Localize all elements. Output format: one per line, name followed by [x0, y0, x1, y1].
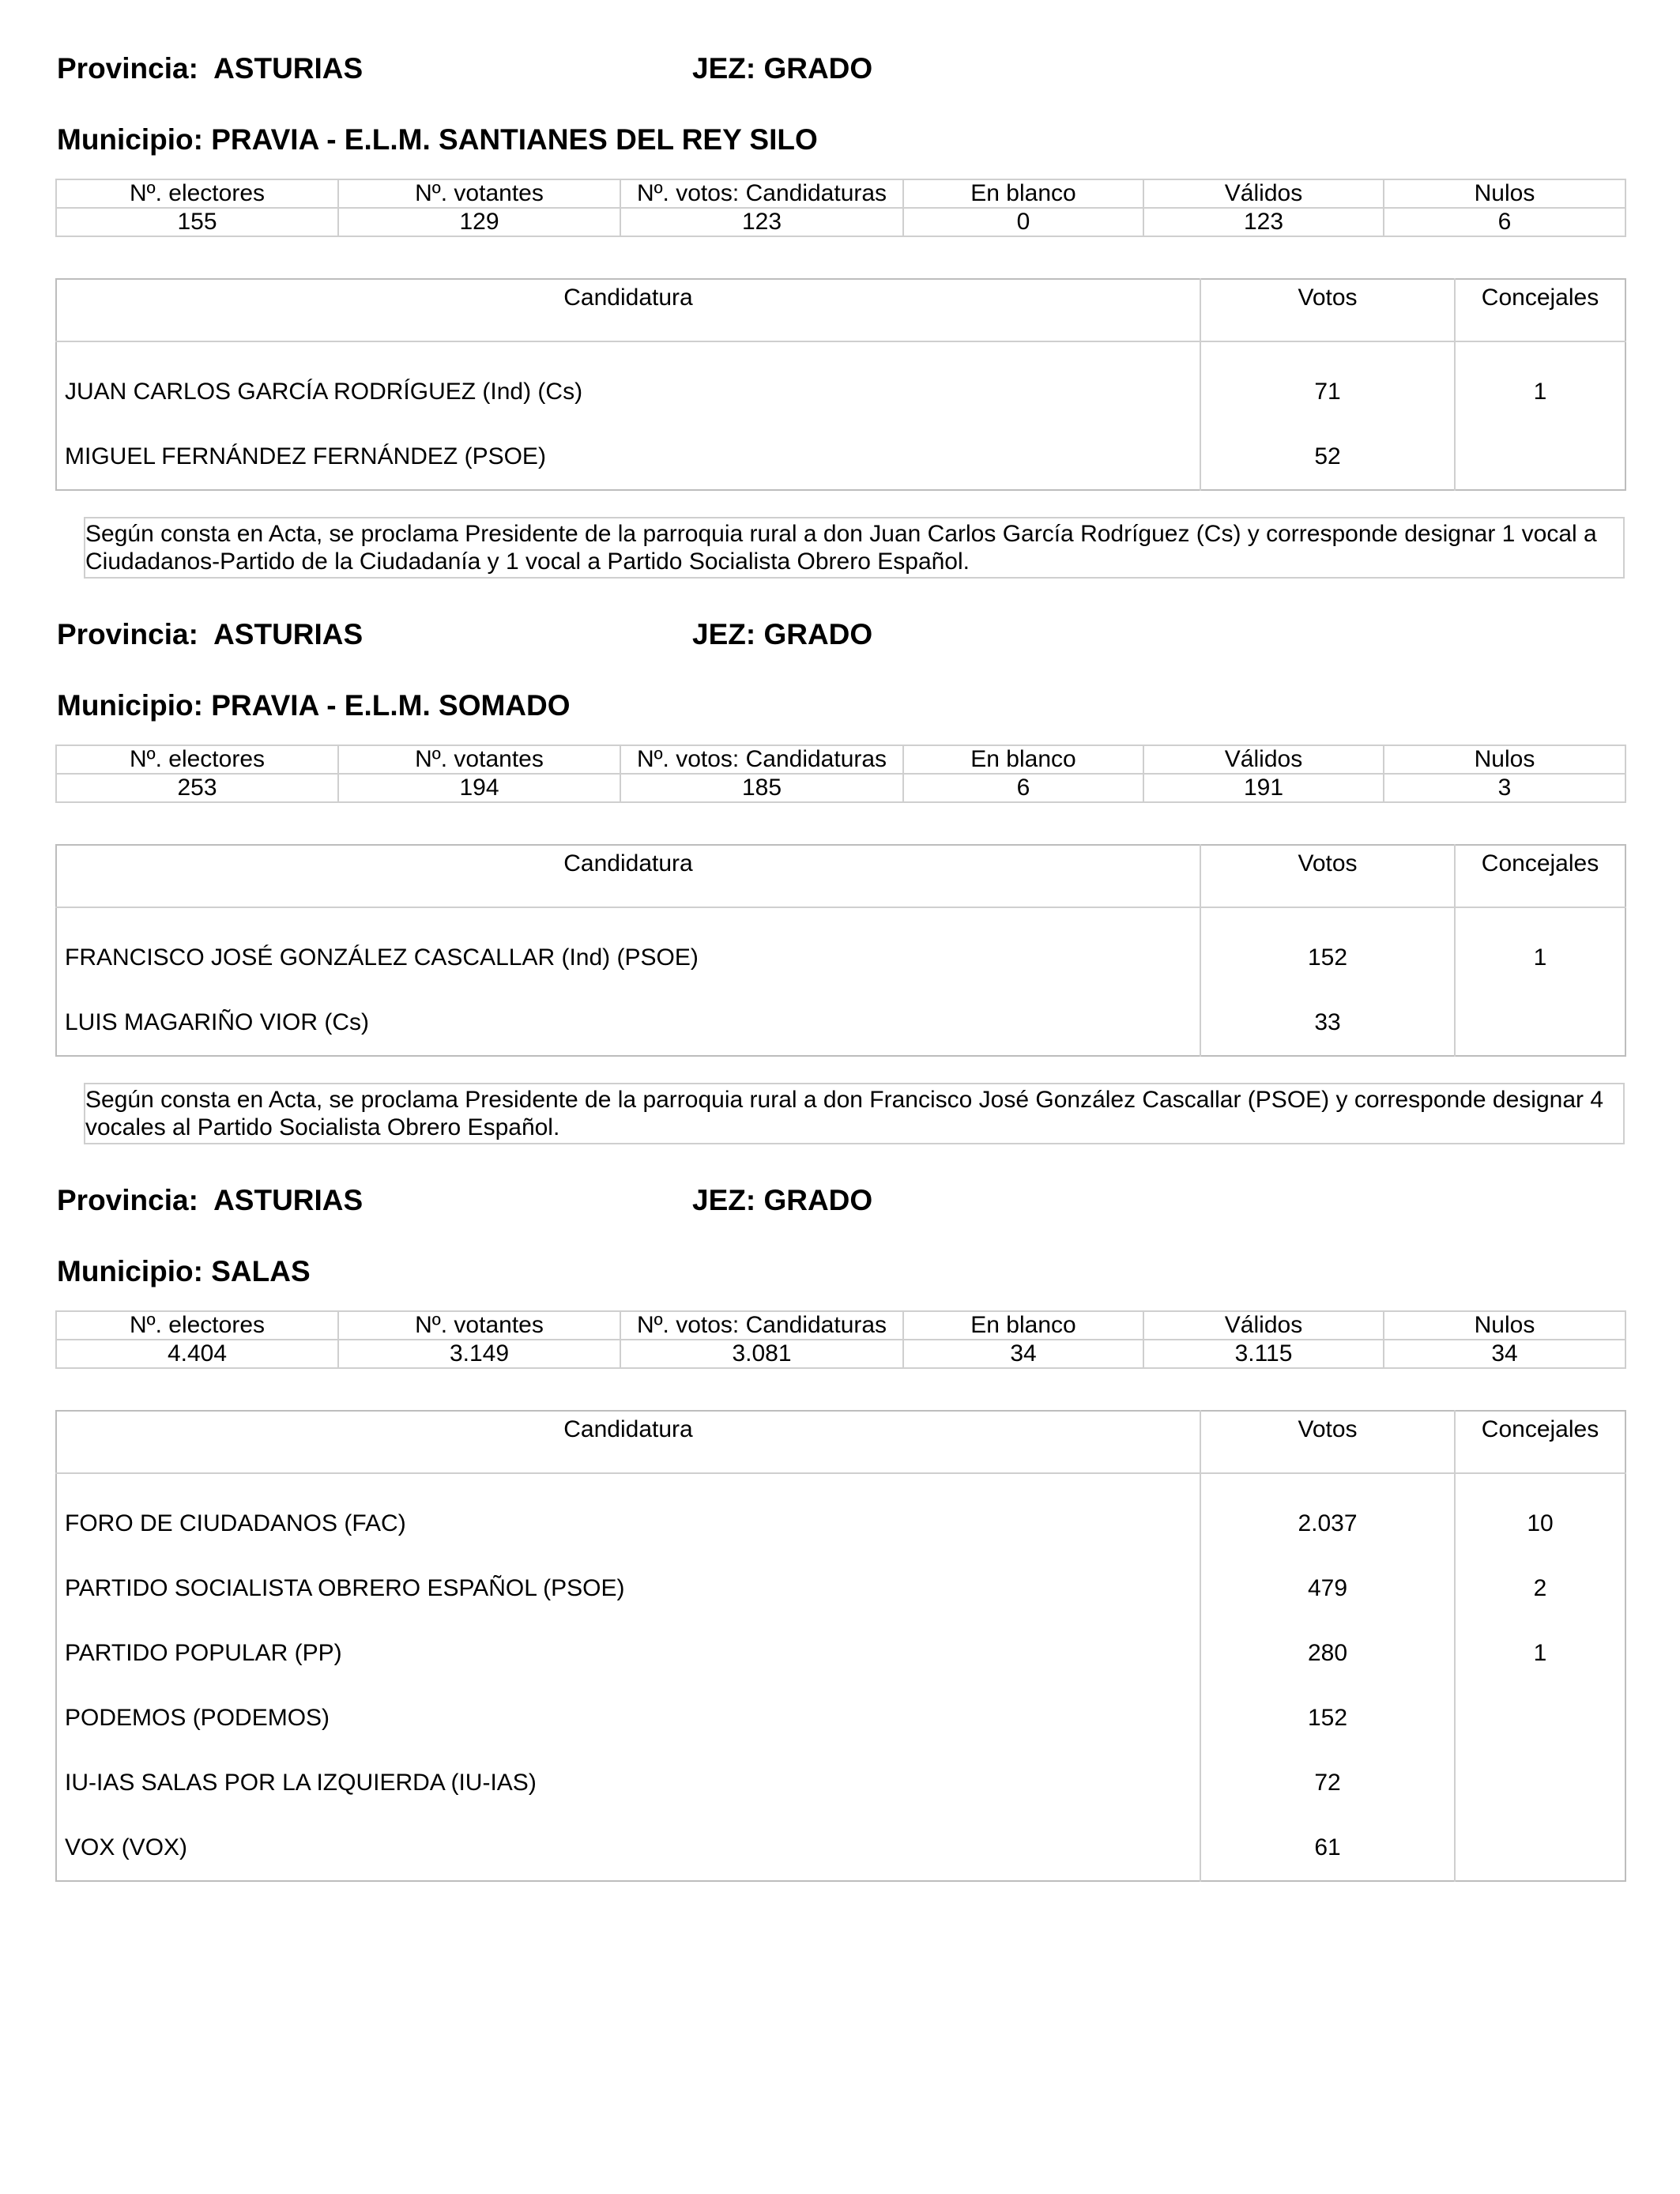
stats-value: 123: [620, 208, 903, 236]
candidate-votes: 33: [1200, 990, 1455, 1056]
candidatura-header: Candidatura: [56, 279, 1200, 341]
stats-value: 194: [338, 774, 620, 802]
candidate-seats: [1455, 1815, 1625, 1881]
candidate-seats: 1: [1455, 1621, 1625, 1686]
candidate-name: JUAN CARLOS GARCÍA RODRÍGUEZ (Ind) (Cs): [65, 379, 583, 405]
candidate-name: LUIS MAGARIÑO VIOR (Cs): [65, 1009, 370, 1035]
candidate-name: FRANCISCO JOSÉ GONZÁLEZ CASCALLAR (Ind) (PSOE): [65, 944, 699, 971]
candidates-header-row: [56, 1411, 1625, 1473]
municipio-heading: Municipio: PRAVIA - E.L.M. SANTIANES DEL REY SILO: [57, 123, 818, 156]
stats-header: Nº. votantes: [338, 179, 620, 208]
stats-header: Nº. votantes: [338, 745, 620, 774]
candidate-seats: 1: [1455, 341, 1625, 424]
concejales-header: Concejales: [1455, 845, 1625, 907]
candidate-seats: [1455, 1686, 1625, 1751]
stats-table: [55, 745, 1626, 803]
concejales-header: Concejales: [1455, 279, 1625, 341]
jez-heading: JEZ: GRADO: [692, 1184, 873, 1216]
table-row: [56, 1815, 1625, 1881]
candidate-name: VOX (VOX): [65, 1834, 188, 1860]
candidate-seats: 2: [1455, 1556, 1625, 1621]
candidate-votes: 152: [1200, 907, 1455, 990]
stats-value-row: [56, 208, 1625, 236]
stats-value: 6: [1384, 208, 1625, 236]
candidates-header-row: [56, 279, 1625, 341]
stats-header: Nulos: [1384, 745, 1625, 774]
stats-header: Válidos: [1143, 1311, 1384, 1340]
stats-value: 129: [338, 208, 620, 236]
stats-value: 34: [903, 1340, 1143, 1368]
candidate-name: IU-IAS SALAS POR LA IZQUIERDA (IU-IAS): [65, 1770, 537, 1796]
stats-header: Válidos: [1143, 745, 1384, 774]
stats-table: [55, 1310, 1626, 1369]
stats-header: Nº. votantes: [338, 1311, 620, 1340]
acta-note-text: Según consta en Acta, se proclama Presidente de la parroquia rural a don Juan Carlos García Rodríguez (Cs) y corresponde designar 1 vocal a Ciudadanos-Partido de la Ciudadanía y 1 vocal a Partido Socialista Obrero Español.: [85, 521, 1597, 575]
candidate-seats: 10: [1455, 1473, 1625, 1556]
jez-heading: JEZ: GRADO: [692, 618, 873, 650]
candidate-seats: [1455, 1751, 1625, 1815]
table-row: [56, 1621, 1625, 1686]
candidate-seats: 1: [1455, 907, 1625, 990]
candidate-votes: 52: [1200, 424, 1455, 490]
stats-header: Nulos: [1384, 179, 1625, 208]
stats-value: 3.149: [338, 1340, 620, 1368]
candidate-votes: 2.037: [1200, 1473, 1455, 1556]
stats-header: Nº. votos: Candidaturas: [620, 745, 903, 774]
stats-value-row: [56, 1340, 1625, 1368]
provincia-heading: Provincia: ASTURIAS: [57, 52, 363, 85]
candidate-name: PARTIDO SOCIALISTA OBRERO ESPAÑOL (PSOE): [65, 1575, 625, 1601]
table-row: [56, 341, 1625, 424]
stats-value: 253: [56, 774, 338, 802]
stats-value: 155: [56, 208, 338, 236]
stats-value: 3: [1384, 774, 1625, 802]
candidate-name: MIGUEL FERNÁNDEZ FERNÁNDEZ (PSOE): [65, 443, 546, 469]
stats-value: 3.081: [620, 1340, 903, 1368]
candidate-votes: 479: [1200, 1556, 1455, 1621]
votos-header: Votos: [1200, 845, 1455, 907]
votos-header: Votos: [1200, 1411, 1455, 1473]
candidate-name: PARTIDO POPULAR (PP): [65, 1640, 342, 1666]
stats-header: En blanco: [903, 1311, 1143, 1340]
candidate-votes: 72: [1200, 1751, 1455, 1815]
municipio-heading: Municipio: PRAVIA - E.L.M. SOMADO: [57, 689, 571, 722]
stats-value: 123: [1143, 208, 1384, 236]
stats-value: 3.115: [1143, 1340, 1384, 1368]
table-row: [56, 990, 1625, 1056]
municipio-heading: Municipio: SALAS: [57, 1255, 311, 1287]
stats-header: Nº. electores: [56, 1311, 338, 1340]
candidate-votes: 152: [1200, 1686, 1455, 1751]
stats-header: Nº. votos: Candidaturas: [620, 1311, 903, 1340]
stats-value: 185: [620, 774, 903, 802]
candidate-votes: 61: [1200, 1815, 1455, 1881]
candidates-table: [55, 1410, 1626, 1882]
candidate-seats: [1455, 424, 1625, 490]
stats-header: Nº. electores: [56, 745, 338, 774]
jez-heading: JEZ: GRADO: [692, 52, 873, 85]
stats-value: 34: [1384, 1340, 1625, 1368]
stats-header: Nulos: [1384, 1311, 1625, 1340]
votos-header: Votos: [1200, 279, 1455, 341]
candidate-name: FORO DE CIUDADANOS (FAC): [65, 1510, 406, 1536]
candidatura-header: Candidatura: [56, 1411, 1200, 1473]
stats-header: Nº. votos: Candidaturas: [620, 179, 903, 208]
stats-value: 191: [1143, 774, 1384, 802]
candidates-table: [55, 278, 1626, 491]
stats-value-row: [56, 774, 1625, 802]
stats-value: 6: [903, 774, 1143, 802]
candidates-table: [55, 844, 1626, 1057]
stats-header: En blanco: [903, 179, 1143, 208]
stats-header-row: [56, 745, 1625, 774]
candidates-header-row: [56, 845, 1625, 907]
provincia-heading: Provincia: ASTURIAS: [57, 1184, 363, 1216]
stats-value: 4.404: [56, 1340, 338, 1368]
table-row: [56, 1556, 1625, 1621]
table-row: [56, 1473, 1625, 1556]
concejales-header: Concejales: [1455, 1411, 1625, 1473]
stats-header: Válidos: [1143, 179, 1384, 208]
candidate-votes: 71: [1200, 341, 1455, 424]
provincia-heading: Provincia: ASTURIAS: [57, 618, 363, 650]
table-row: [56, 1751, 1625, 1815]
acta-note: [84, 1083, 1625, 1144]
stats-header: Nº. electores: [56, 179, 338, 208]
table-row: [56, 424, 1625, 490]
candidate-name: PODEMOS (PODEMOS): [65, 1705, 330, 1731]
candidate-votes: 280: [1200, 1621, 1455, 1686]
table-row: [56, 1686, 1625, 1751]
stats-value: 0: [903, 208, 1143, 236]
stats-header-row: [56, 1311, 1625, 1340]
stats-header-row: [56, 179, 1625, 208]
acta-note: [84, 517, 1625, 579]
acta-note-text: Según consta en Acta, se proclama Presidente de la parroquia rural a don Francisco José González Cascallar (PSOE) y corresponde designar 4 vocales al Partido Socialista Obrero Español.: [85, 1087, 1604, 1140]
candidatura-header: Candidatura: [56, 845, 1200, 907]
table-row: [56, 907, 1625, 990]
stats-header: En blanco: [903, 745, 1143, 774]
candidate-seats: [1455, 990, 1625, 1056]
stats-table: [55, 179, 1626, 237]
